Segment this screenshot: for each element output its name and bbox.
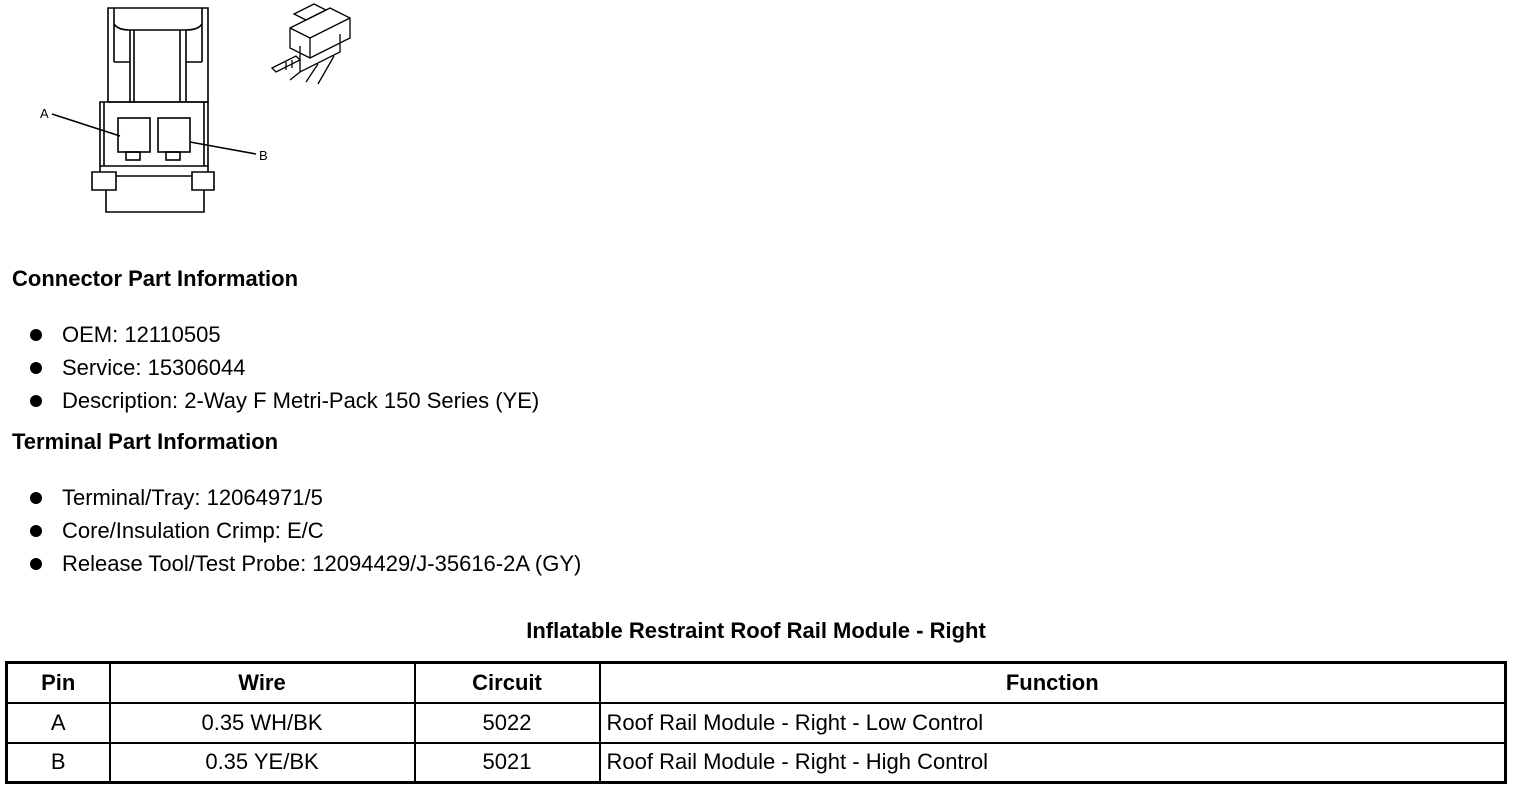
pinout-table-title: Inflatable Restraint Roof Rail Module - Right (526, 618, 986, 643)
terminal-part-info-title: Terminal Part Information (12, 429, 279, 454)
bullet-icon (30, 525, 42, 537)
connector-part-info-list (0, 318, 539, 417)
connector-part-info-title: Connector Part Information (12, 266, 299, 291)
cell-function: Roof Rail Module - Right - Low Control (600, 703, 1506, 743)
header-circuit: Circuit (415, 663, 600, 703)
table-row (7, 743, 1506, 783)
cell-circuit: 5022 (415, 703, 600, 743)
bullet-icon (30, 362, 42, 374)
list-item: Terminal/Tray: 12064971/5 (0, 481, 581, 514)
pin-a-label: A (40, 106, 49, 121)
cell-function: Roof Rail Module - Right - High Control (600, 743, 1506, 783)
header-function: Function (600, 663, 1506, 703)
cell-wire: 0.35 YE/BK (110, 743, 415, 783)
cell-pin: B (7, 743, 110, 783)
connector-diagram (30, 0, 370, 220)
list-item: OEM: 12110505 (0, 318, 539, 351)
list-item: Description: 2-Way F Metri-Pack 150 Series (YE) (0, 384, 539, 417)
pinout-table (5, 661, 1507, 784)
table-header-row (7, 663, 1506, 703)
cell-pin: A (7, 703, 110, 743)
bullet-icon (30, 492, 42, 504)
cell-wire: 0.35 WH/BK (110, 703, 415, 743)
bullet-icon (30, 395, 42, 407)
terminal-part-info-list (0, 481, 581, 580)
list-item: Release Tool/Test Probe: 12094429/J-35616-2A (GY) (0, 547, 581, 580)
table-row (7, 703, 1506, 743)
header-pin: Pin (7, 663, 110, 703)
list-item: Core/Insulation Crimp: E/C (0, 514, 581, 547)
list-item: Service: 15306044 (0, 351, 539, 384)
bullet-icon (30, 558, 42, 570)
cell-circuit: 5021 (415, 743, 600, 783)
pin-b-label: B (259, 148, 268, 163)
header-wire: Wire (110, 663, 415, 703)
bullet-icon (30, 329, 42, 341)
